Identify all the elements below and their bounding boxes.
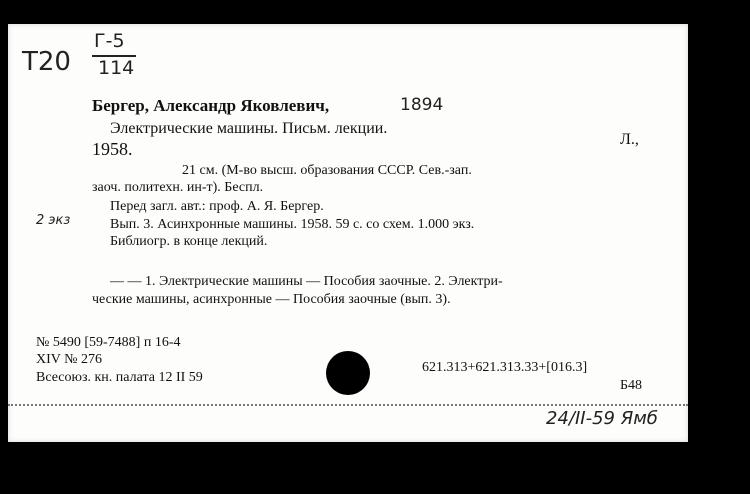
subject-tracing-line-2: ческие машины, асинхронные — Пособия заочные (вып. 3). bbox=[92, 292, 451, 307]
received-date-note: 24/II-59 Ямб bbox=[546, 408, 658, 429]
header-note: Перед загл. авт.: проф. А. Я. Бергер. bbox=[110, 199, 324, 214]
institution-line: заоч. политехн. ин-т). Беспл. bbox=[92, 180, 264, 195]
birth-year: 1894 bbox=[400, 95, 444, 115]
registry-roman: XIV № 276 bbox=[36, 352, 102, 367]
card-bottom-divider bbox=[8, 404, 688, 406]
author-heading: Бергер, Александр Яковлевич, bbox=[92, 96, 330, 115]
book-chamber-line: Всесоюз. кн. палата 12 II 59 bbox=[36, 370, 203, 385]
shelf-mark-bottom: 114 bbox=[98, 57, 135, 79]
size-series-line: 21 см. (М-во высш. образования СССР. Сев.-зап. bbox=[182, 163, 472, 178]
title-line: Электрические машины. Письм. лекции. bbox=[110, 120, 388, 137]
udc-code: 621.313+621.313.33+[016.3] bbox=[422, 360, 588, 375]
author-mark: Б48 bbox=[620, 378, 643, 393]
publication-year: 1958. bbox=[92, 139, 133, 159]
bibliography-note: Библиогр. в конце лекций. bbox=[110, 234, 268, 249]
publication-place: Л., bbox=[620, 131, 639, 148]
copies-margin-note: 2 экз bbox=[36, 213, 71, 228]
volume-line: Вып. 3. Асинхронные машины. 1958. 59 с. со схем. 1.000 экз. bbox=[110, 217, 475, 232]
registry-number: № 5490 [59-7488] п 16-4 bbox=[36, 335, 181, 350]
call-code: T20 bbox=[22, 47, 71, 77]
shelf-mark-top: Г-5 bbox=[94, 30, 125, 52]
ink-blot-hole bbox=[326, 351, 370, 395]
catalog-card bbox=[8, 24, 688, 442]
subject-tracing-line-1: — — 1. Электрические машины — Пособия заочные. 2. Электри- bbox=[110, 274, 503, 289]
